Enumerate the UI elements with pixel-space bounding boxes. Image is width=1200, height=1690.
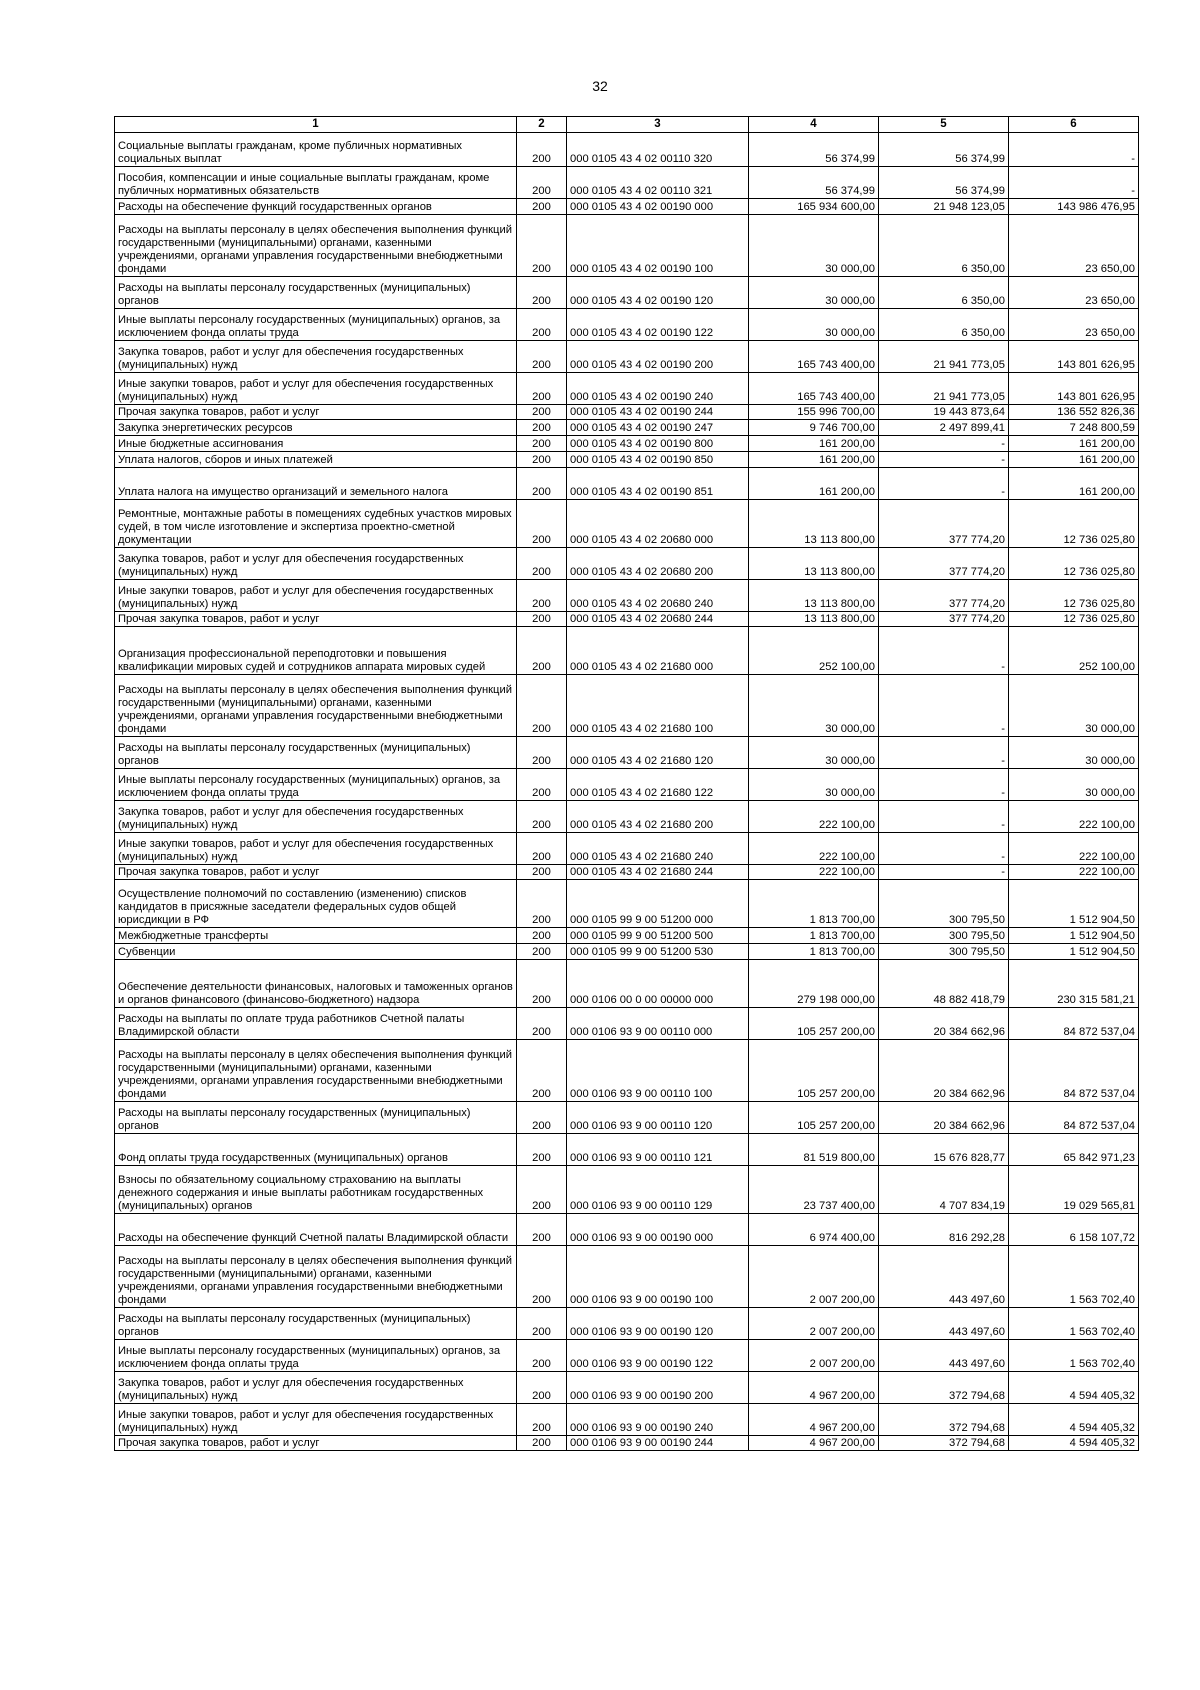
table-row [115, 1134, 1139, 1166]
row-remaining-cell: 6 158 107,72 [1009, 1214, 1139, 1246]
row-remaining-cell: 23 650,00 [1009, 277, 1139, 309]
row-executed-cell: 372 794,68 [879, 1372, 1009, 1404]
row-executed-cell: 377 774,20 [879, 548, 1009, 580]
row-approved-cell: 4 967 200,00 [749, 1404, 879, 1436]
row-code-cell: 200 [517, 880, 567, 928]
row-executed-cell: 377 774,20 [879, 580, 1009, 612]
row-remaining-cell: 230 315 581,21 [1009, 960, 1139, 1008]
row-kbk-cell: 000 0106 93 9 00 00110 000 [567, 1008, 749, 1040]
row-kbk-cell: 000 0106 93 9 00 00110 129 [567, 1166, 749, 1214]
row-code-cell: 200 [517, 373, 567, 405]
row-remaining-cell: 143 986 476,95 [1009, 199, 1139, 215]
table-row [115, 167, 1139, 199]
row-approved-cell: 2 007 200,00 [749, 1308, 879, 1340]
row-approved-cell: 2 007 200,00 [749, 1340, 879, 1372]
row-approved-cell: 155 996 700,00 [749, 405, 879, 420]
row-kbk-cell: 000 0105 99 9 00 51200 530 [567, 944, 749, 960]
row-remaining-cell: 161 200,00 [1009, 468, 1139, 500]
row-approved-cell: 81 519 800,00 [749, 1134, 879, 1166]
row-kbk-cell: 000 0106 93 9 00 00190 000 [567, 1214, 749, 1246]
row-kbk-cell: 000 0106 93 9 00 00190 240 [567, 1404, 749, 1436]
row-name-cell: Расходы на выплаты по оплате труда работников Счетной палаты Владимирской области [115, 1008, 517, 1040]
row-executed-cell: 56 374,99 [879, 133, 1009, 167]
row-code-cell: 200 [517, 500, 567, 548]
row-executed-cell: 443 497,60 [879, 1308, 1009, 1340]
header-col-2: 2 [517, 117, 567, 133]
row-code-cell: 200 [517, 960, 567, 1008]
row-executed-cell: - [879, 436, 1009, 452]
row-code-cell: 200 [517, 1308, 567, 1340]
row-remaining-cell: 84 872 537,04 [1009, 1102, 1139, 1134]
row-remaining-cell: 143 801 626,95 [1009, 341, 1139, 373]
row-kbk-cell: 000 0105 43 4 02 00110 320 [567, 133, 749, 167]
row-executed-cell: - [879, 801, 1009, 833]
row-executed-cell: 15 676 828,77 [879, 1134, 1009, 1166]
table-row [115, 468, 1139, 500]
header-col-1: 1 [115, 117, 517, 133]
page-number: 32 [592, 78, 608, 94]
row-approved-cell: 222 100,00 [749, 865, 879, 880]
row-remaining-cell: 161 200,00 [1009, 436, 1139, 452]
row-kbk-cell: 000 0106 93 9 00 00110 121 [567, 1134, 749, 1166]
row-executed-cell: 300 795,50 [879, 944, 1009, 960]
row-executed-cell: - [879, 737, 1009, 769]
row-executed-cell: 21 948 123,05 [879, 199, 1009, 215]
row-approved-cell: 4 967 200,00 [749, 1436, 879, 1451]
row-remaining-cell: 65 842 971,23 [1009, 1134, 1139, 1166]
row-executed-cell: 56 374,99 [879, 167, 1009, 199]
row-remaining-cell: 4 594 405,32 [1009, 1436, 1139, 1451]
table-row [115, 215, 1139, 277]
row-name-cell: Иные выплаты персоналу государственных (муниципальных) органов, за исключением фонда оплаты труда [115, 769, 517, 801]
row-code-cell: 200 [517, 452, 567, 468]
table-row [115, 500, 1139, 548]
row-kbk-cell: 000 0106 00 0 00 00000 000 [567, 960, 749, 1008]
row-executed-cell: - [879, 769, 1009, 801]
row-approved-cell: 13 113 800,00 [749, 500, 879, 548]
row-code-cell: 200 [517, 675, 567, 737]
row-executed-cell: 19 443 873,64 [879, 405, 1009, 420]
row-remaining-cell: 136 552 826,36 [1009, 405, 1139, 420]
row-remaining-cell: 1 563 702,40 [1009, 1308, 1139, 1340]
row-remaining-cell: 161 200,00 [1009, 452, 1139, 468]
row-name-cell: Осуществление полномочий по составлению (изменению) списков кандидатов в присяжные заседатели федеральных судов общей юрисдикции в РФ [115, 880, 517, 928]
row-approved-cell: 105 257 200,00 [749, 1008, 879, 1040]
row-remaining-cell: 84 872 537,04 [1009, 1040, 1139, 1102]
row-remaining-cell: 12 736 025,80 [1009, 580, 1139, 612]
row-executed-cell: - [879, 627, 1009, 675]
row-approved-cell: 165 743 400,00 [749, 373, 879, 405]
row-executed-cell: 816 292,28 [879, 1214, 1009, 1246]
row-approved-cell: 222 100,00 [749, 801, 879, 833]
table-header [115, 117, 1139, 133]
row-kbk-cell: 000 0105 43 4 02 20680 200 [567, 548, 749, 580]
row-kbk-cell: 000 0106 93 9 00 00190 100 [567, 1246, 749, 1308]
row-approved-cell: 30 000,00 [749, 675, 879, 737]
row-remaining-cell: 84 872 537,04 [1009, 1008, 1139, 1040]
row-name-cell: Закупка товаров, работ и услуг для обеспечения государственных (муниципальных) нужд [115, 801, 517, 833]
row-code-cell: 200 [517, 277, 567, 309]
row-approved-cell: 13 113 800,00 [749, 548, 879, 580]
row-name-cell: Организация профессиональной переподготовки и повышения квалификации мировых судей и сотрудников аппарата мировых судей [115, 627, 517, 675]
row-approved-cell: 222 100,00 [749, 833, 879, 865]
row-remaining-cell: 1 563 702,40 [1009, 1340, 1139, 1372]
table-row [115, 1102, 1139, 1134]
row-code-cell: 200 [517, 167, 567, 199]
row-code-cell: 200 [517, 341, 567, 373]
row-kbk-cell: 000 0105 43 4 02 21680 122 [567, 769, 749, 801]
row-code-cell: 200 [517, 1246, 567, 1308]
table-row [115, 865, 1139, 880]
table-row [115, 580, 1139, 612]
row-remaining-cell: 30 000,00 [1009, 737, 1139, 769]
row-code-cell: 200 [517, 309, 567, 341]
table-row [115, 960, 1139, 1008]
row-executed-cell: 300 795,50 [879, 928, 1009, 944]
row-executed-cell: - [879, 675, 1009, 737]
row-name-cell: Расходы на выплаты персоналу в целях обеспечения выполнения функций государственными (муниципальными) органами, казенными учреждениями, органами управления государственными внебюджетными фондами [115, 1040, 517, 1102]
row-code-cell: 200 [517, 1102, 567, 1134]
row-kbk-cell: 000 0106 93 9 00 00190 200 [567, 1372, 749, 1404]
row-code-cell: 200 [517, 468, 567, 500]
row-code-cell: 200 [517, 133, 567, 167]
row-remaining-cell: 1 512 904,50 [1009, 928, 1139, 944]
row-code-cell: 200 [517, 436, 567, 452]
table-row [115, 1166, 1139, 1214]
row-approved-cell: 161 200,00 [749, 436, 879, 452]
table-row [115, 548, 1139, 580]
row-kbk-cell: 000 0105 43 4 02 20680 240 [567, 580, 749, 612]
table-row [115, 1040, 1139, 1102]
table-row [115, 1008, 1139, 1040]
table-row [115, 612, 1139, 627]
table-row [115, 1372, 1139, 1404]
row-remaining-cell: 1 512 904,50 [1009, 880, 1139, 928]
row-code-cell: 200 [517, 769, 567, 801]
row-kbk-cell: 000 0106 93 9 00 00110 100 [567, 1040, 749, 1102]
row-name-cell: Расходы на обеспечение функций Счетной палаты Владимирской области [115, 1214, 517, 1246]
row-remaining-cell: - [1009, 167, 1139, 199]
row-remaining-cell: 143 801 626,95 [1009, 373, 1139, 405]
row-executed-cell: 372 794,68 [879, 1404, 1009, 1436]
row-name-cell: Прочая закупка товаров, работ и услуг [115, 405, 517, 420]
row-code-cell: 200 [517, 1340, 567, 1372]
header-col-6: 6 [1009, 117, 1139, 133]
row-kbk-cell: 000 0105 43 4 02 00190 120 [567, 277, 749, 309]
row-kbk-cell: 000 0105 43 4 02 00190 100 [567, 215, 749, 277]
row-executed-cell: 20 384 662,96 [879, 1040, 1009, 1102]
table-row [115, 452, 1139, 468]
row-name-cell: Закупка товаров, работ и услуг для обеспечения государственных (муниципальных) нужд [115, 548, 517, 580]
table-row [115, 737, 1139, 769]
row-executed-cell: 6 350,00 [879, 215, 1009, 277]
row-remaining-cell: 1 512 904,50 [1009, 944, 1139, 960]
row-name-cell: Расходы на выплаты персоналу государственных (муниципальных) органов [115, 737, 517, 769]
row-code-cell: 200 [517, 1008, 567, 1040]
row-executed-cell: - [879, 468, 1009, 500]
table-row [115, 1404, 1139, 1436]
row-approved-cell: 56 374,99 [749, 133, 879, 167]
row-remaining-cell: 23 650,00 [1009, 215, 1139, 277]
row-kbk-cell: 000 0105 43 4 02 20680 244 [567, 612, 749, 627]
row-code-cell: 200 [517, 420, 567, 436]
row-kbk-cell: 000 0105 43 4 02 00110 321 [567, 167, 749, 199]
row-kbk-cell: 000 0105 43 4 02 00190 800 [567, 436, 749, 452]
table-row [115, 341, 1139, 373]
row-executed-cell: 443 497,60 [879, 1246, 1009, 1308]
row-code-cell: 200 [517, 928, 567, 944]
row-name-cell: Закупка товаров, работ и услуг для обеспечения государственных (муниципальных) нужд [115, 341, 517, 373]
row-name-cell: Иные выплаты персоналу государственных (муниципальных) органов, за исключением фонда оплаты труда [115, 309, 517, 341]
table-row [115, 1246, 1139, 1308]
row-kbk-cell: 000 0105 43 4 02 00190 122 [567, 309, 749, 341]
row-approved-cell: 23 737 400,00 [749, 1166, 879, 1214]
row-remaining-cell: 7 248 800,59 [1009, 420, 1139, 436]
row-code-cell: 200 [517, 1436, 567, 1451]
row-kbk-cell: 000 0105 43 4 02 20680 000 [567, 500, 749, 548]
row-remaining-cell: 30 000,00 [1009, 675, 1139, 737]
row-executed-cell: 21 941 773,05 [879, 341, 1009, 373]
table-row [115, 277, 1139, 309]
row-code-cell: 200 [517, 1372, 567, 1404]
row-name-cell: Иные закупки товаров, работ и услуг для обеспечения государственных (муниципальных) нужд [115, 1404, 517, 1436]
row-approved-cell: 252 100,00 [749, 627, 879, 675]
row-code-cell: 200 [517, 215, 567, 277]
row-name-cell: Прочая закупка товаров, работ и услуг [115, 865, 517, 880]
row-name-cell: Иные закупки товаров, работ и услуг для обеспечения государственных (муниципальных) нужд [115, 833, 517, 865]
row-code-cell: 200 [517, 1404, 567, 1436]
row-kbk-cell: 000 0106 93 9 00 00190 120 [567, 1308, 749, 1340]
row-approved-cell: 161 200,00 [749, 452, 879, 468]
row-code-cell: 200 [517, 801, 567, 833]
table-row [115, 1436, 1139, 1451]
row-executed-cell: 21 941 773,05 [879, 373, 1009, 405]
row-name-cell: Взносы по обязательному социальному страхованию на выплаты денежного содержания и иные выплаты работникам государственных (муниципальных) органов [115, 1166, 517, 1214]
table-row [115, 880, 1139, 928]
row-code-cell: 200 [517, 199, 567, 215]
row-remaining-cell: 222 100,00 [1009, 833, 1139, 865]
row-remaining-cell: 222 100,00 [1009, 801, 1139, 833]
row-remaining-cell: 12 736 025,80 [1009, 500, 1139, 548]
row-code-cell: 200 [517, 1166, 567, 1214]
table-row [115, 133, 1139, 167]
table-row [115, 199, 1139, 215]
table-row [115, 405, 1139, 420]
row-executed-cell: 2 497 899,41 [879, 420, 1009, 436]
row-name-cell: Расходы на выплаты персоналу государственных (муниципальных) органов [115, 1102, 517, 1134]
row-remaining-cell: 23 650,00 [1009, 309, 1139, 341]
row-code-cell: 200 [517, 1134, 567, 1166]
row-name-cell: Расходы на выплаты персоналу в целях обеспечения выполнения функций государственными (муниципальными) органами, казенными учреждениями, органами управления государственными внебюджетными фондами [115, 1246, 517, 1308]
header-col-4: 4 [749, 117, 879, 133]
row-kbk-cell: 000 0105 43 4 02 21680 100 [567, 675, 749, 737]
row-kbk-cell: 000 0106 93 9 00 00190 122 [567, 1340, 749, 1372]
row-executed-cell: 377 774,20 [879, 500, 1009, 548]
header-col-5: 5 [879, 117, 1009, 133]
row-kbk-cell: 000 0105 99 9 00 51200 500 [567, 928, 749, 944]
row-approved-cell: 30 000,00 [749, 769, 879, 801]
row-kbk-cell: 000 0105 43 4 02 00190 000 [567, 199, 749, 215]
row-remaining-cell: 222 100,00 [1009, 865, 1139, 880]
row-name-cell: Расходы на выплаты персоналу в целях обеспечения выполнения функций государственными (муниципальными) органами, казенными учреждениями, органами управления государственными внебюджетными фондами [115, 215, 517, 277]
row-executed-cell: 6 350,00 [879, 277, 1009, 309]
expenditure-table [114, 116, 1139, 1451]
row-executed-cell: 4 707 834,19 [879, 1166, 1009, 1214]
row-name-cell: Пособия, компенсации и иные социальные выплаты гражданам, кроме публичных нормативных обязательств [115, 167, 517, 199]
row-approved-cell: 1 813 700,00 [749, 928, 879, 944]
row-name-cell: Иные закупки товаров, работ и услуг для обеспечения государственных (муниципальных) нужд [115, 373, 517, 405]
row-code-cell: 200 [517, 612, 567, 627]
row-name-cell: Социальные выплаты гражданам, кроме публичных нормативных социальных выплат [115, 133, 517, 167]
table-row [115, 928, 1139, 944]
row-remaining-cell: 12 736 025,80 [1009, 548, 1139, 580]
row-code-cell: 200 [517, 548, 567, 580]
header-row [115, 117, 1139, 133]
row-executed-cell: 48 882 418,79 [879, 960, 1009, 1008]
row-name-cell: Расходы на выплаты персоналу государственных (муниципальных) органов [115, 1308, 517, 1340]
row-executed-cell: - [879, 452, 1009, 468]
row-approved-cell: 56 374,99 [749, 167, 879, 199]
row-approved-cell: 30 000,00 [749, 215, 879, 277]
row-remaining-cell: 30 000,00 [1009, 769, 1139, 801]
row-name-cell: Обеспечение деятельности финансовых, налоговых и таможенных органов и органов финансового (финансово-бюджетного) надзора [115, 960, 517, 1008]
row-name-cell: Расходы на выплаты персоналу государственных (муниципальных) органов [115, 277, 517, 309]
row-kbk-cell: 000 0105 43 4 02 00190 247 [567, 420, 749, 436]
row-remaining-cell: 12 736 025,80 [1009, 612, 1139, 627]
table-row [115, 436, 1139, 452]
row-name-cell: Закупка товаров, работ и услуг для обеспечения государственных (муниципальных) нужд [115, 1372, 517, 1404]
table-row [115, 309, 1139, 341]
row-kbk-cell: 000 0105 43 4 02 21680 244 [567, 865, 749, 880]
row-executed-cell: 6 350,00 [879, 309, 1009, 341]
row-kbk-cell: 000 0105 43 4 02 00190 244 [567, 405, 749, 420]
row-approved-cell: 1 813 700,00 [749, 880, 879, 928]
row-approved-cell: 13 113 800,00 [749, 580, 879, 612]
row-code-cell: 200 [517, 944, 567, 960]
row-name-cell: Ремонтные, монтажные работы в помещениях судебных участков мировых судей, в том числе изготовление и экспертиза проектно-сметной документации [115, 500, 517, 548]
row-remaining-cell: 4 594 405,32 [1009, 1372, 1139, 1404]
row-remaining-cell: 1 563 702,40 [1009, 1246, 1139, 1308]
row-approved-cell: 30 000,00 [749, 737, 879, 769]
row-approved-cell: 9 746 700,00 [749, 420, 879, 436]
row-name-cell: Иные бюджетные ассигнования [115, 436, 517, 452]
row-kbk-cell: 000 0105 43 4 02 21680 240 [567, 833, 749, 865]
row-executed-cell: - [879, 865, 1009, 880]
row-executed-cell: 443 497,60 [879, 1340, 1009, 1372]
row-kbk-cell: 000 0105 43 4 02 00190 851 [567, 468, 749, 500]
row-name-cell: Прочая закупка товаров, работ и услуг [115, 612, 517, 627]
row-kbk-cell: 000 0105 99 9 00 51200 000 [567, 880, 749, 928]
row-remaining-cell: - [1009, 133, 1139, 167]
row-executed-cell: 300 795,50 [879, 880, 1009, 928]
row-name-cell: Закупка энергетических ресурсов [115, 420, 517, 436]
row-executed-cell: 377 774,20 [879, 612, 1009, 627]
row-name-cell: Расходы на обеспечение функций государственных органов [115, 199, 517, 215]
row-approved-cell: 279 198 000,00 [749, 960, 879, 1008]
row-name-cell: Субвенции [115, 944, 517, 960]
row-kbk-cell: 000 0105 43 4 02 00190 200 [567, 341, 749, 373]
table-row [115, 1214, 1139, 1246]
table-body [115, 133, 1139, 1451]
row-approved-cell: 13 113 800,00 [749, 612, 879, 627]
row-name-cell: Иные выплаты персоналу государственных (муниципальных) органов, за исключением фонда оплаты труда [115, 1340, 517, 1372]
row-remaining-cell: 4 594 405,32 [1009, 1404, 1139, 1436]
row-approved-cell: 4 967 200,00 [749, 1372, 879, 1404]
table-row [115, 801, 1139, 833]
row-kbk-cell: 000 0106 93 9 00 00190 244 [567, 1436, 749, 1451]
row-approved-cell: 165 934 600,00 [749, 199, 879, 215]
row-kbk-cell: 000 0105 43 4 02 21680 120 [567, 737, 749, 769]
row-approved-cell: 30 000,00 [749, 309, 879, 341]
row-code-cell: 200 [517, 865, 567, 880]
row-code-cell: 200 [517, 405, 567, 420]
row-code-cell: 200 [517, 627, 567, 675]
row-code-cell: 200 [517, 833, 567, 865]
row-approved-cell: 105 257 200,00 [749, 1040, 879, 1102]
row-code-cell: 200 [517, 1214, 567, 1246]
row-kbk-cell: 000 0105 43 4 02 00190 850 [567, 452, 749, 468]
row-name-cell: Уплата налогов, сборов и иных платежей [115, 452, 517, 468]
table-row [115, 420, 1139, 436]
row-approved-cell: 6 974 400,00 [749, 1214, 879, 1246]
row-approved-cell: 105 257 200,00 [749, 1102, 879, 1134]
row-remaining-cell: 252 100,00 [1009, 627, 1139, 675]
row-name-cell: Прочая закупка товаров, работ и услуг [115, 1436, 517, 1451]
table-row [115, 944, 1139, 960]
table-row [115, 675, 1139, 737]
table-row [115, 1308, 1139, 1340]
row-name-cell: Фонд оплаты труда государственных (муниципальных) органов [115, 1134, 517, 1166]
row-name-cell: Уплата налога на имущество организаций и земельного налога [115, 468, 517, 500]
row-remaining-cell: 19 029 565,81 [1009, 1166, 1139, 1214]
row-approved-cell: 2 007 200,00 [749, 1246, 879, 1308]
row-kbk-cell: 000 0106 93 9 00 00110 120 [567, 1102, 749, 1134]
row-code-cell: 200 [517, 580, 567, 612]
row-approved-cell: 30 000,00 [749, 277, 879, 309]
table-row [115, 373, 1139, 405]
table-row [115, 1340, 1139, 1372]
row-kbk-cell: 000 0105 43 4 02 21680 200 [567, 801, 749, 833]
row-name-cell: Межбюджетные трансферты [115, 928, 517, 944]
row-executed-cell: 20 384 662,96 [879, 1102, 1009, 1134]
header-col-3: 3 [567, 117, 749, 133]
table-row [115, 769, 1139, 801]
row-executed-cell: - [879, 833, 1009, 865]
row-kbk-cell: 000 0105 43 4 02 21680 000 [567, 627, 749, 675]
row-name-cell: Расходы на выплаты персоналу в целях обеспечения выполнения функций государственными (муниципальными) органами, казенными учреждениями, органами управления государственными внебюджетными фондами [115, 675, 517, 737]
table-row [115, 627, 1139, 675]
row-approved-cell: 161 200,00 [749, 468, 879, 500]
row-executed-cell: 372 794,68 [879, 1436, 1009, 1451]
row-code-cell: 200 [517, 1040, 567, 1102]
row-code-cell: 200 [517, 737, 567, 769]
row-approved-cell: 165 743 400,00 [749, 341, 879, 373]
row-approved-cell: 1 813 700,00 [749, 944, 879, 960]
row-executed-cell: 20 384 662,96 [879, 1008, 1009, 1040]
row-kbk-cell: 000 0105 43 4 02 00190 240 [567, 373, 749, 405]
row-name-cell: Иные закупки товаров, работ и услуг для обеспечения государственных (муниципальных) нужд [115, 580, 517, 612]
table-row [115, 833, 1139, 865]
